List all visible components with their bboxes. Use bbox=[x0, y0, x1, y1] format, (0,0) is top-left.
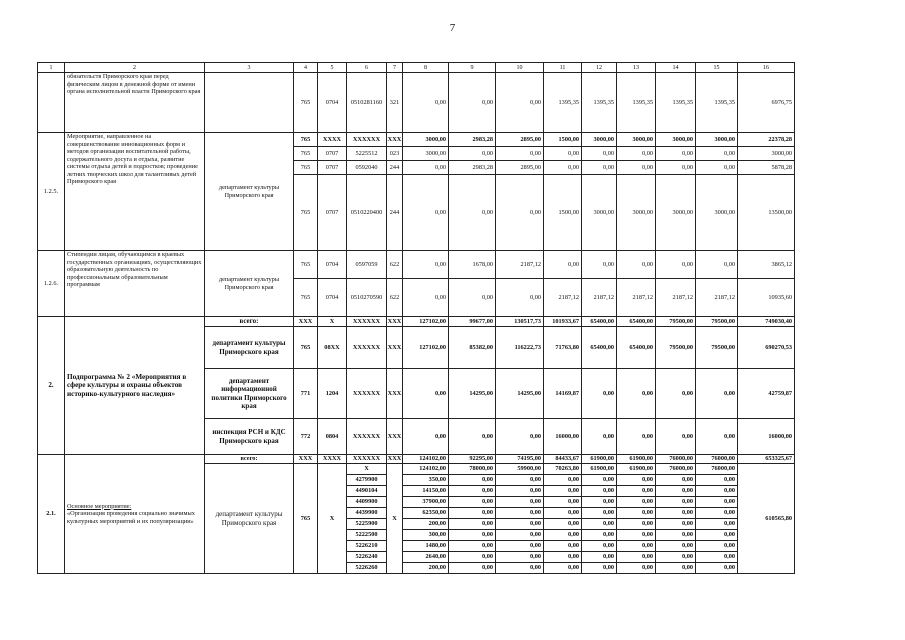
value-cell: 0,00 bbox=[496, 175, 544, 251]
value-cell: 79500,00 bbox=[696, 327, 738, 369]
value-cell: 0,00 bbox=[544, 552, 582, 563]
column-number-cell: 13 bbox=[617, 63, 656, 73]
value-cell: 0,00 bbox=[496, 486, 544, 497]
grbs-cell: 771 bbox=[294, 369, 318, 419]
value-cell: 84433,67 bbox=[544, 455, 582, 464]
column-number-cell: 6 bbox=[347, 63, 387, 73]
value-cell: 74195,00 bbox=[496, 455, 544, 464]
value-cell: 0,00 bbox=[656, 530, 696, 541]
column-number-cell: 7 bbox=[387, 63, 403, 73]
value-cell: 2983,28 bbox=[449, 133, 496, 147]
csr-cell: 4439900 bbox=[347, 508, 387, 519]
value-cell: 6976,75 bbox=[738, 73, 795, 133]
value-cell: 0,00 bbox=[656, 161, 696, 175]
value-cell: 124102,00 bbox=[403, 455, 449, 464]
value-cell: 2640,00 bbox=[403, 552, 449, 563]
value-cell: 0,00 bbox=[544, 147, 582, 161]
value-cell: 0,00 bbox=[617, 563, 656, 574]
value-cell: 0,00 bbox=[544, 161, 582, 175]
value-cell: 2895,00 bbox=[496, 161, 544, 175]
value-cell: 0,00 bbox=[696, 251, 738, 279]
table-body bbox=[38, 63, 795, 574]
grbs-cell: XXX bbox=[294, 317, 318, 327]
value-cell: 0,00 bbox=[544, 475, 582, 486]
value-cell: 0,00 bbox=[656, 519, 696, 530]
vr-cell: 244 bbox=[387, 175, 403, 251]
executor-cell: департамент культуры Приморского края bbox=[205, 464, 294, 574]
vr-cell: XXX bbox=[387, 327, 403, 369]
value-cell: 79500,00 bbox=[656, 317, 696, 327]
value-cell: 85382,00 bbox=[449, 327, 496, 369]
value-cell: 749030,40 bbox=[738, 317, 795, 327]
value-cell: 0,00 bbox=[544, 563, 582, 574]
vr-cell: XXX bbox=[387, 133, 403, 147]
value-cell: 0,00 bbox=[582, 497, 617, 508]
row-number-cell: 2.1. bbox=[38, 455, 65, 574]
value-cell: 0,00 bbox=[656, 563, 696, 574]
value-cell: 124102,00 bbox=[403, 464, 449, 475]
column-number-cell: 12 bbox=[582, 63, 617, 73]
value-cell: 0,00 bbox=[496, 147, 544, 161]
column-number-cell: 11 bbox=[544, 63, 582, 73]
vr-cell: XXX bbox=[387, 419, 403, 455]
row-number-cell: 1.2.6. bbox=[38, 251, 65, 317]
row-number-cell bbox=[38, 73, 65, 133]
value-cell: 0,00 bbox=[544, 530, 582, 541]
value-cell: 10935,60 bbox=[738, 279, 795, 317]
value-cell: 0,00 bbox=[582, 419, 617, 455]
value-cell: 62350,00 bbox=[403, 508, 449, 519]
value-cell: 0,00 bbox=[403, 161, 449, 175]
executor-cell: департамент информационной политики Приморского края bbox=[205, 369, 294, 419]
csr-cell: 5226260 bbox=[347, 563, 387, 574]
value-cell: 3000,00 bbox=[403, 147, 449, 161]
description-cell: Стипендии лицам, обучающимся в краевых государственных организациях, осуществляющих образовательную деятельность по профессиональным образовательным программам bbox=[65, 251, 205, 317]
csr-cell: 5225512 bbox=[347, 147, 387, 161]
grbs-cell: 765 bbox=[294, 73, 318, 133]
value-cell: 0,00 bbox=[696, 475, 738, 486]
value-cell: 0,00 bbox=[449, 486, 496, 497]
executor-cell: департамент культуры Приморского края bbox=[205, 133, 294, 251]
value-cell: 0,00 bbox=[696, 552, 738, 563]
description-cell: Мероприятие, направленное на совершенствование инновационных форм и методов организации воспитательной работы, содержательного досуга и отдыха, развитие системы отдыха детей и подростков; проведение летних творческих школ для талантливых детей Приморского края bbox=[65, 133, 205, 251]
row-1-2-6 bbox=[38, 251, 795, 279]
value-cell: 78000,00 bbox=[449, 464, 496, 475]
value-cell: 0,00 bbox=[582, 475, 617, 486]
vr-cell: XXX bbox=[387, 369, 403, 419]
grbs-cell: XXX bbox=[294, 455, 318, 464]
value-cell: 0,00 bbox=[696, 508, 738, 519]
value-cell: 0,00 bbox=[696, 497, 738, 508]
value-cell: 3000,00 bbox=[696, 175, 738, 251]
value-cell: 200,00 bbox=[403, 519, 449, 530]
value-cell: 690270,53 bbox=[738, 327, 795, 369]
rzpr-cell: 08XX bbox=[318, 327, 347, 369]
value-cell: 0,00 bbox=[696, 161, 738, 175]
value-cell: 0,00 bbox=[582, 147, 617, 161]
vr-cell: 023 bbox=[387, 147, 403, 161]
column-number-cell: 1 bbox=[38, 63, 65, 73]
value-cell: 22378,28 bbox=[738, 133, 795, 147]
value-cell: 0,00 bbox=[496, 73, 544, 133]
value-cell: 2187,12 bbox=[496, 251, 544, 279]
value-cell: 300,00 bbox=[403, 530, 449, 541]
value-cell: 0,00 bbox=[496, 552, 544, 563]
value-cell: 65400,00 bbox=[617, 317, 656, 327]
value-cell: 1395,35 bbox=[696, 73, 738, 133]
value-cell: 127102,00 bbox=[403, 327, 449, 369]
value-cell: 0,00 bbox=[617, 552, 656, 563]
value-cell: 65400,00 bbox=[582, 317, 617, 327]
grbs-cell: 765 bbox=[294, 133, 318, 147]
value-cell: 0,00 bbox=[696, 563, 738, 574]
description-cell: обязательств Приморского края перед физическим лицом в денежной форме от имени органа исполнительной власти Приморского края bbox=[65, 73, 205, 133]
value-cell: 130517,73 bbox=[496, 317, 544, 327]
csr-cell: 4409900 bbox=[347, 497, 387, 508]
value-cell: 0,00 bbox=[403, 369, 449, 419]
row-number-cell: 2. bbox=[38, 317, 65, 455]
value-cell: 1395,35 bbox=[582, 73, 617, 133]
value-cell: 16000,00 bbox=[544, 419, 582, 455]
value-cell: 0,00 bbox=[449, 552, 496, 563]
main-event-title: Основное мероприятие: bbox=[67, 502, 132, 510]
value-cell: 3000,00 bbox=[582, 133, 617, 147]
value-cell: 1395,35 bbox=[544, 73, 582, 133]
csr-cell: XXXXXX bbox=[347, 133, 387, 147]
value-cell: 0,00 bbox=[544, 519, 582, 530]
value-cell: 350,00 bbox=[403, 475, 449, 486]
value-cell: 1395,35 bbox=[656, 73, 696, 133]
value-cell: 61900,00 bbox=[617, 464, 656, 475]
value-cell: 0,00 bbox=[617, 161, 656, 175]
value-cell: 0,00 bbox=[496, 497, 544, 508]
rzpr-cell: 0707 bbox=[318, 147, 347, 161]
value-cell: 610565,80 bbox=[738, 464, 795, 574]
rzpr-cell: 0707 bbox=[318, 175, 347, 251]
value-cell: 0,00 bbox=[449, 475, 496, 486]
value-cell: 3000,00 bbox=[617, 133, 656, 147]
value-cell: 0,00 bbox=[449, 530, 496, 541]
executor-cell bbox=[205, 73, 294, 133]
csr-cell: XXXXXX bbox=[347, 369, 387, 419]
grbs-cell: 765 bbox=[294, 161, 318, 175]
value-cell: 3865,12 bbox=[738, 251, 795, 279]
value-cell: 3000,00 bbox=[696, 133, 738, 147]
csr-cell: XXXXXX bbox=[347, 317, 387, 327]
value-cell: 71763,80 bbox=[544, 327, 582, 369]
value-cell: 0,00 bbox=[496, 530, 544, 541]
column-number-cell: 15 bbox=[696, 63, 738, 73]
row-number-cell: 1.2.5. bbox=[38, 133, 65, 251]
column-number-cell: 10 bbox=[496, 63, 544, 73]
csr-cell: XXXXXX bbox=[347, 327, 387, 369]
csr-cell: 0597059 bbox=[347, 251, 387, 279]
csr-cell: XXXXXX bbox=[347, 419, 387, 455]
value-cell: 2187,12 bbox=[617, 279, 656, 317]
column-number-cell: 5 bbox=[318, 63, 347, 73]
value-cell: 0,00 bbox=[656, 419, 696, 455]
value-cell: 76000,00 bbox=[656, 464, 696, 475]
value-cell: 3000,00 bbox=[403, 133, 449, 147]
value-cell: 0,00 bbox=[582, 486, 617, 497]
value-cell: 76000,00 bbox=[696, 464, 738, 475]
column-number-cell: 3 bbox=[205, 63, 294, 73]
value-cell: 0,00 bbox=[449, 175, 496, 251]
grbs-cell: 765 bbox=[294, 464, 318, 574]
value-cell: 61900,00 bbox=[617, 455, 656, 464]
value-cell: 0,00 bbox=[696, 541, 738, 552]
value-cell: 0,00 bbox=[496, 563, 544, 574]
value-cell: 1500,00 bbox=[544, 133, 582, 147]
executor-cell: всего: bbox=[205, 455, 294, 464]
column-number-cell: 14 bbox=[656, 63, 696, 73]
value-cell: 5878,28 bbox=[738, 161, 795, 175]
page-number: 7 bbox=[449, 22, 456, 34]
value-cell: 0,00 bbox=[496, 508, 544, 519]
rzpr-cell: 0707 bbox=[318, 161, 347, 175]
value-cell: 0,00 bbox=[696, 369, 738, 419]
value-cell: 127102,00 bbox=[403, 317, 449, 327]
rzpr-cell: XXXX bbox=[318, 455, 347, 464]
column-number-cell: 8 bbox=[403, 63, 449, 73]
vr-cell: 244 bbox=[387, 161, 403, 175]
value-cell: 0,00 bbox=[617, 497, 656, 508]
value-cell: 101933,67 bbox=[544, 317, 582, 327]
grbs-cell: 765 bbox=[294, 327, 318, 369]
value-cell: 0,00 bbox=[403, 175, 449, 251]
value-cell: 0,00 bbox=[617, 419, 656, 455]
value-cell: 0,00 bbox=[544, 486, 582, 497]
value-cell: 200,00 bbox=[403, 563, 449, 574]
value-cell: 0,00 bbox=[496, 541, 544, 552]
value-cell: 14295,00 bbox=[449, 369, 496, 419]
value-cell: 2187,12 bbox=[544, 279, 582, 317]
value-cell: 70263,80 bbox=[544, 464, 582, 475]
value-cell: 0,00 bbox=[617, 541, 656, 552]
value-cell: 61900,00 bbox=[582, 455, 617, 464]
value-cell: 79500,00 bbox=[656, 327, 696, 369]
value-cell: 1395,35 bbox=[617, 73, 656, 133]
vr-cell: XXX bbox=[387, 317, 402, 325]
csr-cell: 0510220400 bbox=[347, 175, 387, 251]
value-cell: 653325,67 bbox=[738, 455, 795, 464]
row-subprogram-2 bbox=[38, 317, 795, 327]
value-cell: 79500,00 bbox=[696, 317, 738, 327]
column-number-cell: 2 bbox=[65, 63, 205, 73]
value-cell: 37900,00 bbox=[403, 497, 449, 508]
row-2-1-total bbox=[38, 455, 795, 464]
value-cell: 3000,00 bbox=[656, 175, 696, 251]
value-cell: 0,00 bbox=[656, 486, 696, 497]
csr-cell: 5225900 bbox=[347, 519, 387, 530]
column-number-cell: 16 bbox=[738, 63, 795, 73]
value-cell: 1480,00 bbox=[403, 541, 449, 552]
executor-cell: всего: bbox=[205, 317, 294, 327]
value-cell: 0,00 bbox=[582, 519, 617, 530]
value-cell: 0,00 bbox=[496, 419, 544, 455]
value-cell: 76000,00 bbox=[696, 455, 738, 464]
csr-cell: 4490104 bbox=[347, 486, 387, 497]
rzpr-cell: 0704 bbox=[318, 251, 347, 279]
grbs-cell: 772 bbox=[294, 419, 318, 455]
value-cell: 0,00 bbox=[582, 369, 617, 419]
value-cell: 0,00 bbox=[582, 552, 617, 563]
executor-cell: департамент культуры Приморского края bbox=[205, 251, 294, 317]
value-cell: 0,00 bbox=[696, 486, 738, 497]
value-cell: 3000,00 bbox=[582, 175, 617, 251]
value-cell: 0,00 bbox=[582, 563, 617, 574]
value-cell: 42759,87 bbox=[738, 369, 795, 419]
value-cell: 1678,00 bbox=[449, 251, 496, 279]
value-cell: 0,00 bbox=[449, 519, 496, 530]
value-cell: 0,00 bbox=[656, 147, 696, 161]
value-cell: 59900,00 bbox=[496, 464, 544, 475]
value-cell: 0,00 bbox=[656, 475, 696, 486]
vr-cell: 321 bbox=[387, 73, 403, 133]
grbs-cell: 765 bbox=[294, 279, 318, 317]
value-cell: 76000,00 bbox=[656, 455, 696, 464]
grbs-cell: 765 bbox=[294, 147, 318, 161]
value-cell: 0,00 bbox=[496, 519, 544, 530]
value-cell: 0,00 bbox=[544, 497, 582, 508]
csr-cell: X bbox=[347, 464, 387, 475]
value-cell: 0,00 bbox=[449, 541, 496, 552]
csr-cell: 5226240 bbox=[347, 552, 387, 563]
main-event-subtitle: «Организация проведения социально значимых культурных мероприятий и их популяризации» bbox=[67, 510, 195, 525]
value-cell: 0,00 bbox=[403, 251, 449, 279]
value-cell: 0,00 bbox=[617, 475, 656, 486]
value-cell: 0,00 bbox=[617, 251, 656, 279]
value-cell: 92295,00 bbox=[449, 455, 496, 464]
value-cell: 16000,00 bbox=[738, 419, 795, 455]
value-cell: 0,00 bbox=[617, 530, 656, 541]
csr-cell: 5222500 bbox=[347, 530, 387, 541]
csr-cell: 4279900 bbox=[347, 475, 387, 486]
value-cell: 0,00 bbox=[496, 279, 544, 317]
grbs-cell: 765 bbox=[294, 251, 318, 279]
value-cell: 0,00 bbox=[403, 419, 449, 455]
rzpr-cell: 0704 bbox=[318, 279, 347, 317]
value-cell: 14295,00 bbox=[496, 369, 544, 419]
value-cell: 0,00 bbox=[617, 508, 656, 519]
value-cell: 0,00 bbox=[656, 497, 696, 508]
value-cell: 0,00 bbox=[449, 497, 496, 508]
rzpr-cell: 1204 bbox=[318, 369, 347, 419]
rzpr-cell: X bbox=[318, 464, 347, 574]
vr-cell: X bbox=[387, 464, 403, 574]
value-cell: 0,00 bbox=[696, 419, 738, 455]
value-cell: 65400,00 bbox=[617, 327, 656, 369]
value-cell: 0,00 bbox=[656, 552, 696, 563]
value-cell: 0,00 bbox=[582, 530, 617, 541]
vr-cell: XXX bbox=[387, 455, 402, 463]
value-cell: 0,00 bbox=[617, 486, 656, 497]
value-cell: 0,00 bbox=[449, 147, 496, 161]
value-cell: 0,00 bbox=[696, 147, 738, 161]
value-cell: 0,00 bbox=[449, 73, 496, 133]
value-cell: 13500,00 bbox=[738, 175, 795, 251]
value-cell: 0,00 bbox=[544, 508, 582, 519]
value-cell: 0,00 bbox=[544, 251, 582, 279]
value-cell: 0,00 bbox=[449, 419, 496, 455]
value-cell: 2187,12 bbox=[696, 279, 738, 317]
value-cell: 3000,00 bbox=[617, 175, 656, 251]
row-continuation bbox=[38, 73, 795, 133]
value-cell: 0,00 bbox=[617, 147, 656, 161]
value-cell: 14169,87 bbox=[544, 369, 582, 419]
subprogram-title-cell: Подпрограмма № 2 «Мероприятия в сфере культуры и охраны объектов историко-культурного наследия» bbox=[65, 317, 205, 455]
rzpr-cell: X bbox=[318, 317, 347, 327]
rzpr-cell: 0804 bbox=[318, 419, 347, 455]
value-cell: 3000,00 bbox=[656, 133, 696, 147]
budget-table bbox=[37, 62, 795, 574]
executor-cell: инспекция РСН и КДС Приморского края bbox=[205, 419, 294, 455]
csr-cell: 0510270590 bbox=[347, 279, 387, 317]
value-cell: 0,00 bbox=[449, 508, 496, 519]
vr-cell: 622 bbox=[387, 279, 403, 317]
rzpr-cell: XXXX bbox=[318, 133, 347, 147]
value-cell: 61900,00 bbox=[582, 464, 617, 475]
csr-cell: 0510281160 bbox=[347, 73, 387, 133]
value-cell: 0,00 bbox=[696, 519, 738, 530]
value-cell: 14150,00 bbox=[403, 486, 449, 497]
row-1-2-5 bbox=[38, 133, 795, 147]
value-cell: 116222,73 bbox=[496, 327, 544, 369]
value-cell: 0,00 bbox=[449, 279, 496, 317]
value-cell: 0,00 bbox=[617, 369, 656, 419]
value-cell: 0,00 bbox=[656, 541, 696, 552]
main-event-title-cell bbox=[65, 455, 205, 574]
csr-cell: 0592040 bbox=[347, 161, 387, 175]
value-cell: 0,00 bbox=[617, 519, 656, 530]
value-cell: 0,00 bbox=[582, 161, 617, 175]
value-cell: 0,00 bbox=[656, 251, 696, 279]
executor-cell: департамент культуры Приморского края bbox=[205, 327, 294, 369]
value-cell: 0,00 bbox=[656, 508, 696, 519]
value-cell: 0,00 bbox=[582, 508, 617, 519]
value-cell: 0,00 bbox=[544, 541, 582, 552]
column-number-cell: 9 bbox=[449, 63, 496, 73]
value-cell: 2983,28 bbox=[449, 161, 496, 175]
grbs-cell: 765 bbox=[294, 175, 318, 251]
column-number-cell: 4 bbox=[294, 63, 318, 73]
value-cell: 3000,00 bbox=[738, 147, 795, 161]
value-cell: 65400,00 bbox=[582, 327, 617, 369]
value-cell: 0,00 bbox=[403, 279, 449, 317]
value-cell: 1500,00 bbox=[544, 175, 582, 251]
value-cell: 2187,12 bbox=[656, 279, 696, 317]
value-cell: 0,00 bbox=[582, 541, 617, 552]
vr-cell: 622 bbox=[387, 251, 403, 279]
value-cell: 0,00 bbox=[449, 563, 496, 574]
value-cell: 0,00 bbox=[656, 369, 696, 419]
value-cell: 0,00 bbox=[496, 475, 544, 486]
csr-cell: XXXXXX bbox=[347, 455, 387, 464]
value-cell: 2187,12 bbox=[582, 279, 617, 317]
value-cell: 0,00 bbox=[696, 530, 738, 541]
csr-cell: 5226210 bbox=[347, 541, 387, 552]
value-cell: 0,00 bbox=[403, 73, 449, 133]
rzpr-cell: 0704 bbox=[318, 73, 347, 133]
value-cell: 2895,00 bbox=[496, 133, 544, 147]
value-cell: 99677,00 bbox=[449, 317, 496, 327]
value-cell: 0,00 bbox=[582, 251, 617, 279]
header-row bbox=[38, 63, 795, 73]
